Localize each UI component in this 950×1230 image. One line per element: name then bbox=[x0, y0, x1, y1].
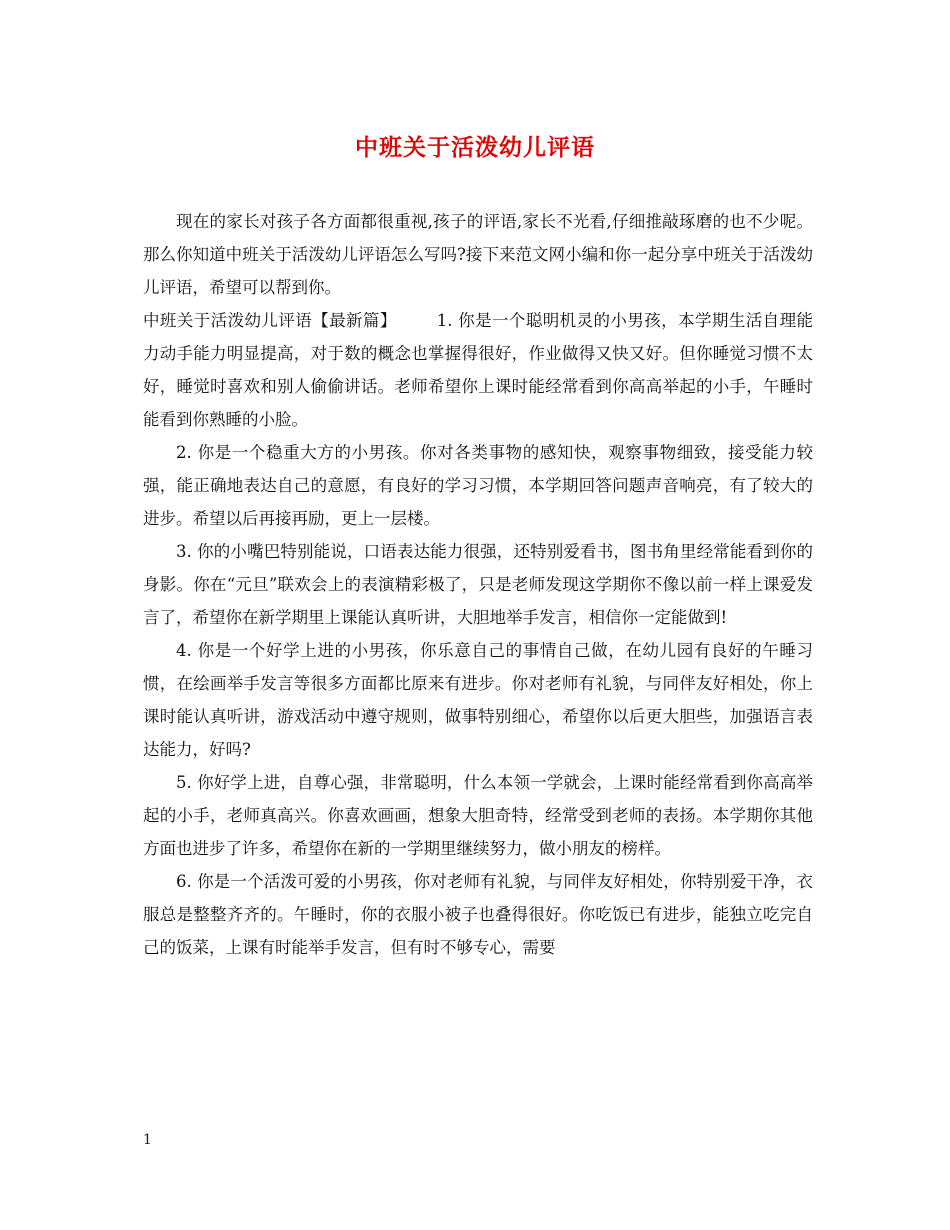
comment-item-3: 3. 你的小嘴巴特别能说，口语表达能力很强，还特别爱看书，图书角里经常能看到你的身影。你在“元旦”联欢会上的表演精彩极了，只是老师发现这学期你不像以前一样上课爱发言了，希望你在新学期里上课能认真听讲，大胆地举手发言，相信你一定能做到! bbox=[143, 542, 813, 627]
comment-item-2: 2. 你是一个稳重大方的小男孩。你对各类事物的感知快，观察事物细致，接受能力较强，能正确地表达自己的意愿，有良好的学习习惯，本学期回答问题声音响亮，有了较大的进步。希望以后再接再励，更上一层楼。 bbox=[143, 443, 813, 528]
comment-item-6: 6. 你是一个活泼可爱的小男孩，你对老师有礼貌，与同伴友好相处，你特别爱干净，衣服总是整整齐齐的。午睡时，你的衣服小被子也叠得很好。你吃饭已有进步，能独立吃完自己的饭菜，上课有时能举手发言，但有时不够专心，需要 bbox=[143, 872, 813, 957]
section-paragraph bbox=[143, 304, 813, 436]
comment-item-1: 1. 你是一个聪明机灵的小男孩，本学期生活自理能力动手能力明显提高，对于数的概念也掌握得很好，作业做得又快又好。但你睡觉习惯不太好，睡觉时喜欢和别人偷偷讲话。老师希望你上课时能经常看到你高高举起的小手，午睡时能看到你熟睡的小脸。 bbox=[143, 311, 813, 429]
comment-item-5: 5. 你好学上进，自尊心强，非常聪明，什么本领一学就会，上课时能经常看到你高高举起的小手，老师真高兴。你喜欢画画，想象大胆奇特，经常受到老师的表扬。本学期你其他方面也进步了许多，希望你在新的一学期里继续努力，做小朋友的榜样。 bbox=[143, 773, 813, 858]
intro-paragraph: 现在的家长对孩子各方面都很重视,孩子的评语,家长不光看,仔细推敲琢磨的也不少呢。那么你知道中班关于活泼幼儿评语怎么写吗?接下来范文网小编和你一起分享中班关于活泼幼儿评语，希望可以帮到你。 bbox=[143, 212, 813, 297]
document-title: 中班关于活泼幼儿评语 bbox=[355, 134, 595, 161]
comment-item-4: 4. 你是一个好学上进的小男孩，你乐意自己的事情自己做，在幼儿园有良好的午睡习惯，在绘画举手发言等很多方面都比原来有进步。你对老师有礼貌，与同伴友好相处，你上课时能认真听讲，游戏活动中遵守规则，做事特别细心，希望你以后更大胆些，加强语言表达能力，好吗? bbox=[143, 641, 813, 759]
document-body bbox=[143, 205, 813, 964]
page-number: 1 bbox=[143, 1132, 152, 1148]
section-heading: 中班关于活泼幼儿评语【最新篇】 bbox=[143, 311, 397, 330]
